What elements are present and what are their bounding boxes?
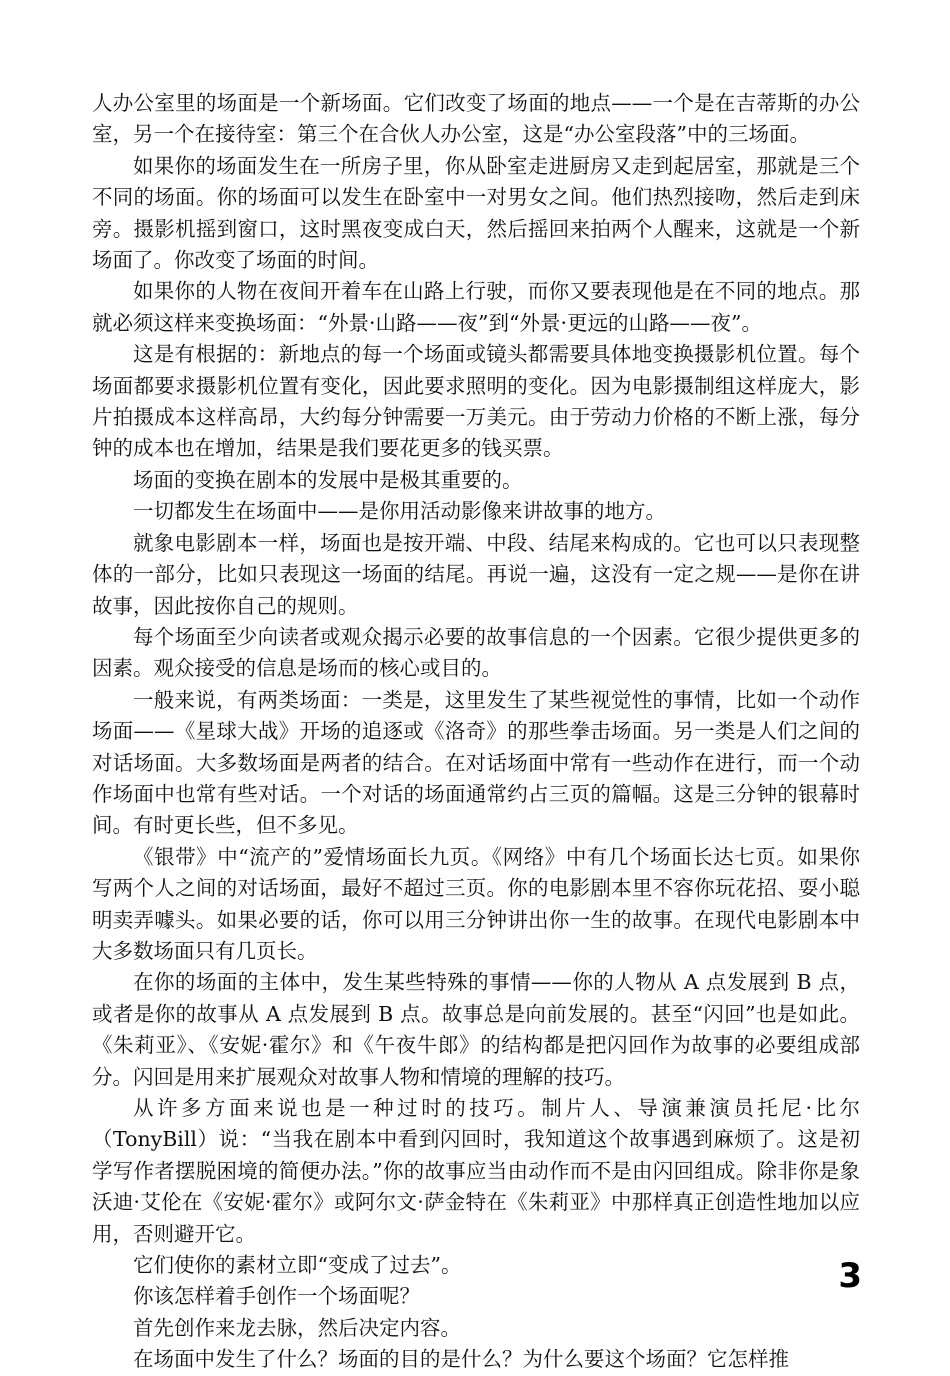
paragraph: 它们使你的素材立即“变成了过去”。 bbox=[133, 1253, 462, 1278]
paragraph: 就象电影剧本一样，场面也是按开端、中段、结尾来构成的。它也可以只表现整体的一部分，比如只表现这一场面的结尾。再说一遍，这没有一定之规——是你在讲故事，因此按你自己的规则。 bbox=[92, 530, 860, 618]
paragraph: 首先创作来龙去脉，然后决定内容。 bbox=[133, 1315, 461, 1340]
paragraph: 一切都发生在场面中——是你用活动影像来讲故事的地方。 bbox=[133, 499, 666, 524]
paragraph: 人办公室里的场面是一个新场面。它们改变了场面的地点——一个是在吉蒂斯的办公室，另一个在接待室：第三个在合伙人办公室，这是“办公室段落”中的三场面。 bbox=[92, 91, 860, 147]
page-number: 3 bbox=[838, 1256, 862, 1296]
paragraph: 你该怎样着手创作一个场面呢？ bbox=[133, 1284, 420, 1309]
paragraph: 每个场面至少向读者或观众揭示必要的故事信息的一个因素。它很少提供更多的因素。观众接受的信息是场而的核心或目的。 bbox=[92, 624, 860, 681]
paragraph: 从许多方面来说也是一种过时的技巧。制片人、导演兼演员托尼·比尔（TonyBill）说：“当我在剧本中看到闪回时，我知道这个故事遇到麻烦了。这是初学写作者摆脱困境的简便办法。”你的故事应当由动作而不是由闪回组成。除非你是象沃迪·艾伦在《安妮·霍尔》或阿尔文·萨金特在《朱莉亚》中那样真正创造性地加以应用，否则避开它。 bbox=[92, 1096, 860, 1246]
page-body bbox=[92, 88, 860, 1376]
paragraph: 这是有根据的：新地点的每一个场面或镜头都需要具体地变换摄影机位置。每个场面都要求摄影机位置有变化，因此要求照明的变化。因为电影摄制组这样庞大，影片拍摄成本这样高昂，大约每分钟需要一万美元。由于劳动力价格的不断上涨，每分钟的成本也在增加，结果是我们要花更多的钱买票。 bbox=[92, 342, 860, 461]
paragraph: 如果你的人物在夜间开着车在山路上行驶，而你又要表现他是在不同的地点。那就必须这样来变换场面：“外景·山路——夜”到“外景·更远的山路——夜”。 bbox=[92, 279, 860, 335]
paragraph: 如果你的场面发生在一所房子里，你从卧室走进厨房又走到起居室，那就是三个不同的场面。你的场面可以发生在卧室中一对男女之间。他们热烈接吻，然后走到床旁。摄影机摇到窗口，这时黑夜变成白天，然后摇回来拍两个人醒来，这就是一个新场面了。你改变了场面的时间。 bbox=[92, 153, 860, 273]
paragraph: 《银带》中“流产的”爱情场面长九页。《网络》中有几个场面长达七页。如果你写两个人之间的对话场面，最好不超过三页。你的电影剧本里不容你玩花招、耍小聪明卖弄噱头。如果必要的话，你可以用三分钟讲出你一生的故事。在现代电影剧本中大多数场面只有几页长。 bbox=[92, 844, 860, 963]
paragraph: 场面的变换在剧本的发展中是极其重要的。 bbox=[133, 467, 523, 492]
paragraph: 一般来说，有两类场面：一类是，这里发生了某些视觉性的事情，比如一个动作场面——《星球大战》开场的追逐或《洛奇》的那些拳击场面。另一类是人们之间的对话场面。大多数场面是两者的结合。在对话场面中常有一些动作在进行，而一个动作场面中也常有些对话。一个对话的场面通常约占三页的篇幅。这是三分钟的银幕时间。有时更长些，但不多见。 bbox=[92, 687, 860, 838]
paragraph: 在场面中发生了什么？场面的目的是什么？为什么要这个场面？它怎样推 bbox=[133, 1347, 789, 1372]
paragraph: 在你的场面的主体中，发生某些特殊的事情——你的人物从 A 点发展到 B 点，或者是你的故事从 A 点发展到 B 点。故事总是向前发展的。甚至“闪回”也是如此。《朱莉亚》、《安妮·霍尔》和《午夜牛郎》的结构都是把闪回作为故事的必要组成部分。闪回是用来扩展观众对故事人物和情境的理解的技巧。 bbox=[92, 970, 860, 1089]
